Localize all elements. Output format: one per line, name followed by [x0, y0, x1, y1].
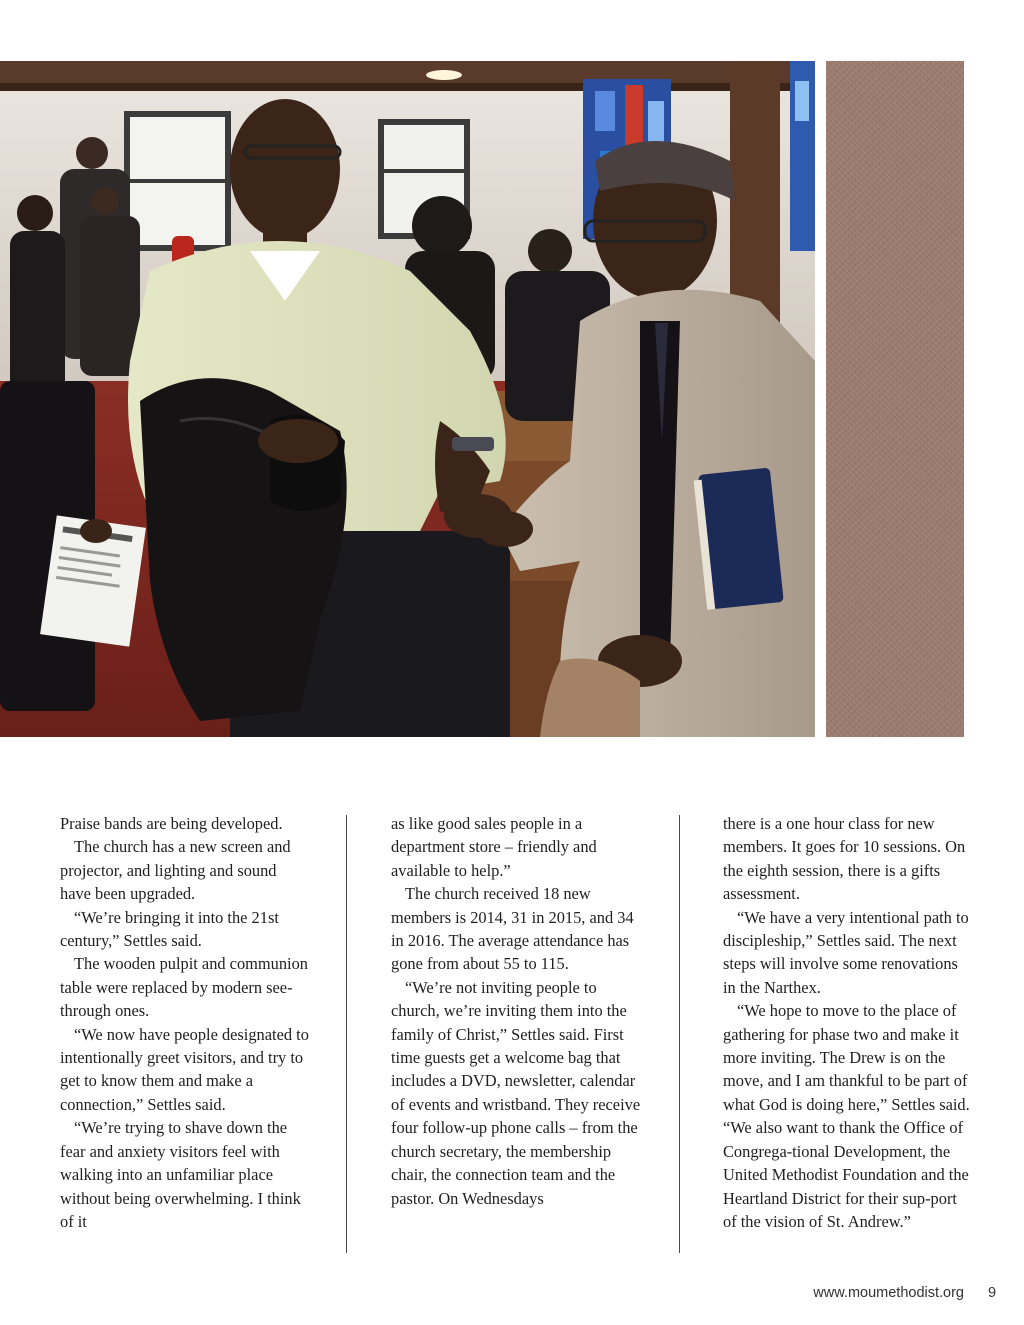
footer-website-link[interactable]: www.moumethodist.org [813, 1285, 964, 1301]
paragraph: “We have a very intentional path to discipleship,” Settles said. The next steps will involve some renovations in the Narthex. [723, 907, 969, 997]
church-greeting-photo [0, 61, 815, 737]
paragraph: as like good sales people in a department store – friendly and available to help.” [391, 814, 597, 880]
column-divider [346, 815, 347, 1253]
column-divider [679, 815, 680, 1253]
decorative-texture-panel [826, 61, 964, 737]
paragraph: “We now have people designated to intentionally greet visitors, and try to get to know them and make a connection,” Settles said. [60, 1024, 309, 1114]
paragraph: The church has a new screen and projector, and lighting and sound have been upgraded. [60, 837, 291, 904]
paragraph: The wooden pulpit and communion table were replaced by modern see-through ones. [60, 954, 308, 1021]
paragraph: “We hope to move to the place of gathering for phase two and make it more inviting. The Drew is on the move, and I am thankful to be part of what God is doing here,” Settles said. “We also want to thank the Office of Congrega-tional Development, the United Methodist Foundation and the Heartland District for their sup-port of the vision of St. Andrew.” [723, 1001, 970, 1231]
paragraph: “We’re trying to shave down the fear and anxiety visitors feel with walking into an unfamiliar place without being overwhelming. I think of it [60, 1118, 301, 1231]
article-column-2 [391, 812, 641, 1210]
paragraph: there is a one hour class for new members. It goes for 10 sessions. On the eighth session, there is a gifts assessment. [723, 814, 966, 904]
paragraph: Praise bands are being developed. [60, 814, 283, 833]
paragraph: “We’re not inviting people to church, we’re inviting them into the family of Christ,” Settles said. First time guests get a welcome bag that includes a DVD, newsletter, calendar of events and wristband. They receive four follow-up phone calls – from the church secretary, the membership chair, the connection team and the pastor. On Wednesdays [391, 977, 641, 1208]
page-number: 9 [988, 1285, 997, 1301]
article-column-3 [723, 812, 973, 1233]
article-column-1 [60, 812, 310, 1233]
paragraph: The church received 18 new members is 2014, 31 in 2015, and 34 in 2016. The average attendance has gone from about 55 to 115. [391, 884, 634, 974]
paragraph: “We’re bringing it into the 21st century,” Settles said. [60, 907, 279, 951]
